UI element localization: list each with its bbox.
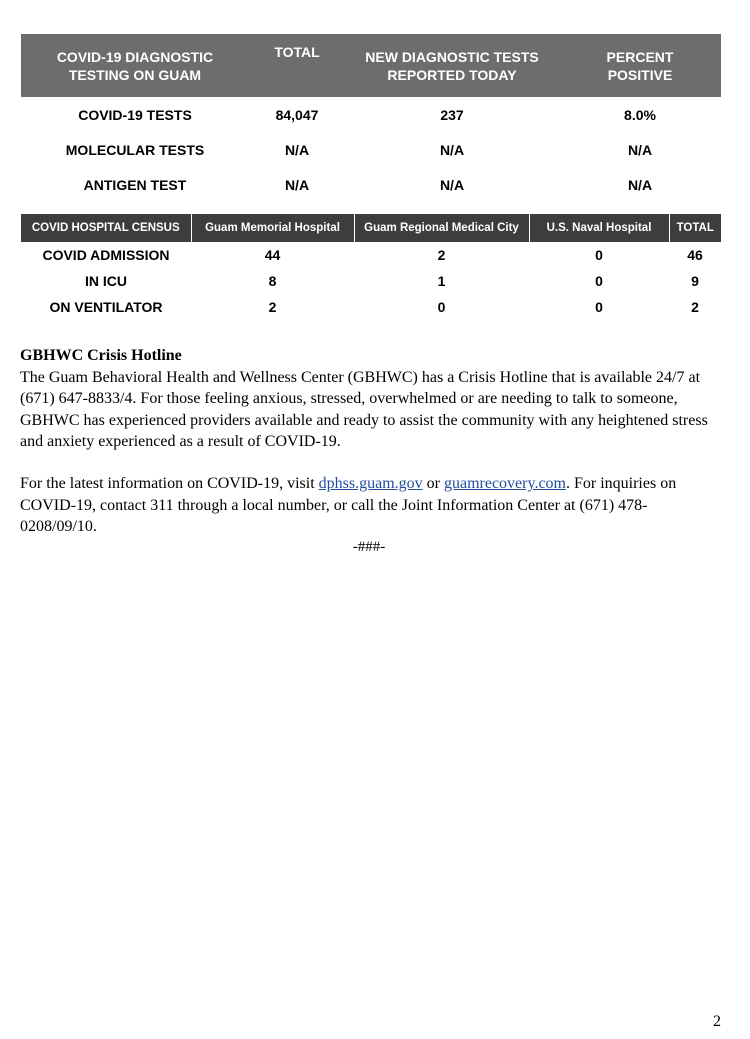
testing-row-total: 84,047 (275, 106, 319, 123)
hospital-census-table (21, 214, 721, 320)
census-row-total: 9 (691, 273, 699, 289)
testing-header-percent: PERCENT POSITIVE (559, 34, 721, 97)
testing-row-percent: N/A (627, 141, 653, 158)
testing-row-new: 237 (440, 106, 464, 123)
census-row-navy: 0 (595, 273, 603, 289)
testing-row-percent: 8.0% (624, 106, 656, 123)
end-mark: -###- (352, 539, 386, 555)
census-header-grmc: Guam Regional Medical City (354, 214, 529, 242)
testing-row-label: ANTIGEN TEST (83, 176, 187, 193)
census-header-category: COVID HOSPITAL CENSUS (21, 214, 191, 242)
table-row (21, 268, 721, 294)
testing-row-label: COVID-19 TESTS (78, 106, 192, 123)
testing-header-new: NEW DIAGNOSTIC TESTS REPORTED TODAY (345, 34, 559, 97)
testing-header-total: TOTAL (249, 34, 345, 97)
hotline-title: GBHWC Crisis Hotline (20, 347, 182, 364)
table-row (21, 97, 721, 132)
table-row (21, 167, 721, 202)
hotline-paragraph: The Guam Behavioral Health and Wellness Center (GBHWC) has a Crisis Hotline that is available 24/7 at (671) 647-8833/4. For those feeling anxious, stressed, overwhelmed or are needing to talk to someone, GBHWC has experienced providers available and ready to assist the community with any heightened stress and anxiety experienced as a result of COVID-19. (20, 368, 708, 450)
census-row-label: IN ICU (85, 273, 127, 289)
census-row-gmh: 8 (268, 273, 277, 289)
census-row-label: COVID ADMISSION (42, 247, 170, 263)
census-header-navy: U.S. Naval Hospital (529, 214, 669, 242)
census-row-total: 46 (687, 247, 703, 263)
info-text-after: . For inquiries on COVID-19, contact 311 through a local number, or call the Joint Information Center at (671) 478-0208/09/10. (20, 475, 677, 535)
testing-row-total: N/A (284, 176, 310, 193)
table-row (21, 294, 721, 320)
census-header-gmh: Guam Memorial Hospital (191, 214, 354, 242)
testing-row-label: MOLECULAR TESTS (65, 141, 205, 158)
census-row-navy: 0 (595, 247, 603, 263)
census-row-gmh: 44 (264, 247, 281, 263)
dphss-link[interactable]: dphss.guam.gov (318, 475, 423, 492)
info-text-before: For the latest information on COVID-19, visit (20, 475, 319, 492)
info-paragraph (20, 473, 720, 538)
hotline-section (20, 345, 720, 453)
census-row-grmc: 1 (437, 273, 446, 289)
testing-row-total: N/A (284, 141, 310, 158)
testing-row-new: N/A (439, 176, 465, 193)
table-row (21, 132, 721, 167)
testing-row-percent: N/A (627, 176, 653, 193)
census-header-total: TOTAL (669, 214, 721, 242)
census-row-label: ON VENTILATOR (49, 299, 163, 315)
testing-row-new: N/A (439, 141, 465, 158)
table-row (21, 242, 721, 268)
census-row-grmc: 0 (437, 299, 446, 315)
census-row-total: 2 (691, 299, 699, 315)
census-table-header-row (21, 214, 721, 242)
census-row-gmh: 2 (268, 299, 277, 315)
census-row-navy: 0 (595, 299, 603, 315)
testing-table-header-row (21, 34, 721, 97)
testing-table (21, 34, 721, 202)
guamrecovery-link[interactable]: guamrecovery.com (443, 475, 566, 492)
page-number: 2 (713, 1013, 721, 1030)
testing-header-category: COVID-19 DIAGNOSTIC TESTING ON GUAM (21, 34, 249, 97)
census-row-grmc: 2 (437, 247, 446, 263)
info-text-between: or (422, 475, 444, 492)
